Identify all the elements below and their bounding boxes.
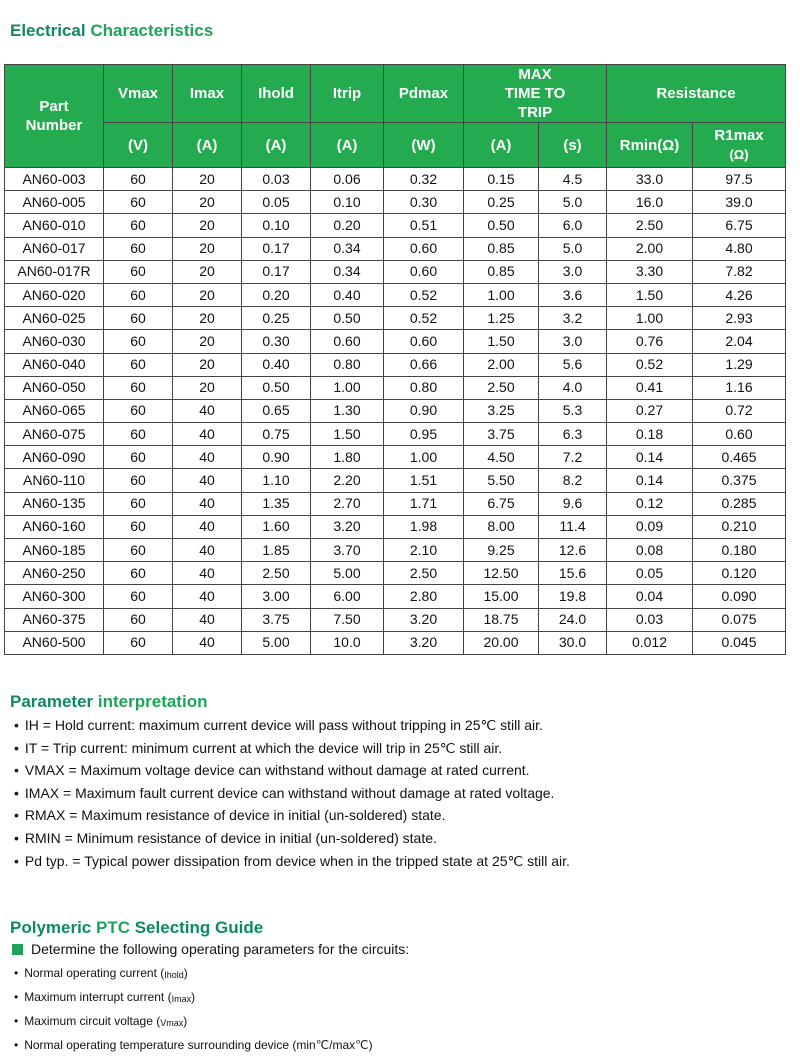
table-cell: 0.210: [693, 515, 786, 538]
list-item: • VMAX = Maximum voltage device can withstand without damage at rated current.: [14, 759, 570, 782]
table-cell: 0.465: [693, 446, 786, 469]
table-cell: 0.90: [242, 446, 311, 469]
table-cell: 0.65: [242, 399, 311, 422]
table-cell: 30.0: [539, 631, 607, 654]
table-cell: 2.04: [693, 330, 786, 353]
section-title-parameter: Parameter interpretation: [10, 692, 208, 711]
header-max-time-to-trip: MAX TIME TO TRIP: [464, 65, 607, 123]
table-cell: AN60-160: [5, 515, 104, 538]
table-cell: 60: [104, 446, 173, 469]
table-row: [5, 237, 786, 260]
table-cell: 2.50: [242, 562, 311, 585]
table-cell: 2.93: [693, 307, 786, 330]
table-row: [5, 492, 786, 515]
table-cell: 1.00: [464, 283, 539, 306]
table-cell: 3.00: [242, 585, 311, 608]
table-cell: 3.0: [539, 260, 607, 283]
table-cell: 1.00: [311, 376, 384, 399]
table-cell: 0.04: [607, 585, 693, 608]
guide-lead: Determine the following operating parameters for the circuits:: [12, 940, 409, 958]
table-cell: 0.66: [384, 353, 464, 376]
table-row: [5, 423, 786, 446]
table-cell: AN60-040: [5, 353, 104, 376]
table-cell: 0.75: [242, 423, 311, 446]
table-cell: 20: [173, 283, 242, 306]
table-cell: 60: [104, 260, 173, 283]
table-cell: 2.70: [311, 492, 384, 515]
table-cell: 0.34: [311, 260, 384, 283]
table-cell: 0.012: [607, 631, 693, 654]
table-cell: 60: [104, 307, 173, 330]
table-row: [5, 330, 786, 353]
table-cell: 0.50: [311, 307, 384, 330]
table-row: [5, 168, 786, 191]
table-cell: 20: [173, 353, 242, 376]
table-cell: 0.25: [242, 307, 311, 330]
table-cell: 3.20: [311, 515, 384, 538]
table-row: [5, 353, 786, 376]
table-cell: 0.14: [607, 469, 693, 492]
table-cell: 20: [173, 307, 242, 330]
unit-ihold: (A): [242, 123, 311, 168]
table-cell: 3.20: [384, 631, 464, 654]
table-cell: 0.120: [693, 562, 786, 585]
table-cell: AN60-250: [5, 562, 104, 585]
table-cell: 39.0: [693, 191, 786, 214]
table-cell: 2.50: [384, 562, 464, 585]
table-body: [5, 168, 786, 655]
table-cell: 4.5: [539, 168, 607, 191]
table-cell: 40: [173, 539, 242, 562]
table-cell: 60: [104, 330, 173, 353]
table-cell: 12.6: [539, 539, 607, 562]
table-cell: 60: [104, 168, 173, 191]
table-cell: AN60-300: [5, 585, 104, 608]
table-cell: 7.2: [539, 446, 607, 469]
parameter-list: [14, 714, 570, 872]
table-cell: 10.0: [311, 631, 384, 654]
table-cell: 2.10: [384, 539, 464, 562]
table-cell: AN60-375: [5, 608, 104, 631]
table-cell: 0.17: [242, 260, 311, 283]
table-cell: 60: [104, 492, 173, 515]
green-square-bullet: [12, 944, 23, 955]
table-cell: 0.18: [607, 423, 693, 446]
list-item: • IH = Hold current: maximum current device will pass without tripping in 25℃ still air.: [14, 714, 570, 737]
table-cell: 60: [104, 562, 173, 585]
list-item: • Maximum interrupt current $(_{Imax})$: [14, 986, 373, 1010]
table-cell: 40: [173, 423, 242, 446]
table-cell: 2.80: [384, 585, 464, 608]
table-cell: 0.180: [693, 539, 786, 562]
header-rmin: Rmin(Ω): [607, 123, 693, 168]
list-item: • Maximum circuit voltage $(_{Vmax})$: [14, 1010, 373, 1034]
unit-pdmax: (W): [384, 123, 464, 168]
table-cell: 3.2: [539, 307, 607, 330]
table-row: [5, 539, 786, 562]
table-cell: 60: [104, 631, 173, 654]
table-cell: 60: [104, 469, 173, 492]
header-pdmax: Pdmax: [384, 65, 464, 123]
table-cell: 2.00: [607, 237, 693, 260]
table-cell: 3.70: [311, 539, 384, 562]
table-row: [5, 260, 786, 283]
table-cell: 0.09: [607, 515, 693, 538]
table-row: [5, 515, 786, 538]
table-cell: 0.17: [242, 237, 311, 260]
table-cell: 0.075: [693, 608, 786, 631]
table-cell: 9.6: [539, 492, 607, 515]
list-item: • IT = Trip current: minimum current at which the device will trip in 25℃ still air.: [14, 737, 570, 760]
table-cell: 40: [173, 446, 242, 469]
table-cell: 1.60: [242, 515, 311, 538]
table-cell: 0.30: [384, 191, 464, 214]
table-cell: 8.00: [464, 515, 539, 538]
table-cell: 60: [104, 191, 173, 214]
table-cell: 0.60: [693, 423, 786, 446]
table-cell: 24.0: [539, 608, 607, 631]
table-cell: 20: [173, 237, 242, 260]
table-cell: AN60-025: [5, 307, 104, 330]
table-cell: 1.00: [607, 307, 693, 330]
table-cell: 0.60: [311, 330, 384, 353]
table-cell: 40: [173, 608, 242, 631]
table-cell: 33.0: [607, 168, 693, 191]
list-item: • Normal operating current $(_{Ihold})$: [14, 962, 373, 986]
table-cell: AN60-003: [5, 168, 104, 191]
table-cell: 0.90: [384, 399, 464, 422]
table-cell: 0.85: [464, 260, 539, 283]
table-cell: 0.80: [311, 353, 384, 376]
table-cell: 3.75: [242, 608, 311, 631]
unit-imax: (A): [173, 123, 242, 168]
table-cell: AN60-017R: [5, 260, 104, 283]
table-row: [5, 399, 786, 422]
table-cell: 0.85: [464, 237, 539, 260]
table-cell: 5.6: [539, 353, 607, 376]
table-cell: 20: [173, 330, 242, 353]
table-cell: 1.30: [311, 399, 384, 422]
table-cell: 40: [173, 492, 242, 515]
table-cell: 16.0: [607, 191, 693, 214]
table-cell: 0.10: [311, 191, 384, 214]
table-cell: 1.51: [384, 469, 464, 492]
table-row: [5, 631, 786, 654]
table-cell: 0.72: [693, 399, 786, 422]
table-cell: 1.16: [693, 376, 786, 399]
table-cell: 3.6: [539, 283, 607, 306]
list-item: • Normal operating temperature surrounding device (min℃/max℃): [14, 1034, 373, 1057]
table-cell: AN60-017: [5, 237, 104, 260]
table-cell: 20: [173, 260, 242, 283]
table-cell: 0.41: [607, 376, 693, 399]
table-cell: 1.71: [384, 492, 464, 515]
guide-list: [14, 962, 373, 1057]
table-cell: 1.25: [464, 307, 539, 330]
table-row: [5, 307, 786, 330]
table-cell: 0.03: [242, 168, 311, 191]
section-title-electrical: Electrical Characteristics: [10, 21, 214, 40]
table-cell: 3.20: [384, 608, 464, 631]
table-cell: AN60-010: [5, 214, 104, 237]
header-r1max: R1max (Ω): [693, 123, 786, 168]
table-cell: 0.50: [464, 214, 539, 237]
table-cell: 20: [173, 168, 242, 191]
table-cell: 0.76: [607, 330, 693, 353]
table-cell: 0.52: [384, 283, 464, 306]
table-cell: 0.80: [384, 376, 464, 399]
table-cell: 2.50: [607, 214, 693, 237]
table-cell: 12.50: [464, 562, 539, 585]
table-cell: 0.30: [242, 330, 311, 353]
table-cell: 1.10: [242, 469, 311, 492]
table-cell: AN60-500: [5, 631, 104, 654]
table-row: [5, 608, 786, 631]
table-cell: 1.50: [311, 423, 384, 446]
table-cell: 5.0: [539, 191, 607, 214]
list-item: • Pd typ. = Typical power dissipation from device when in the tripped state at 25℃ still air.: [14, 850, 570, 873]
table-cell: 5.50: [464, 469, 539, 492]
table-cell: AN60-020: [5, 283, 104, 306]
table-cell: 3.25: [464, 399, 539, 422]
table-cell: 60: [104, 399, 173, 422]
table-cell: 11.4: [539, 515, 607, 538]
table-cell: 15.6: [539, 562, 607, 585]
table-cell: 60: [104, 376, 173, 399]
table-cell: 60: [104, 585, 173, 608]
table-cell: 0.20: [311, 214, 384, 237]
header-resistance: Resistance: [607, 65, 786, 123]
table-cell: 3.0: [539, 330, 607, 353]
table-cell: 0.05: [607, 562, 693, 585]
header-itrip: Itrip: [311, 65, 384, 123]
table-row: [5, 585, 786, 608]
table-cell: 60: [104, 539, 173, 562]
table-cell: 19.8: [539, 585, 607, 608]
table-cell: 1.35: [242, 492, 311, 515]
table-cell: AN60-050: [5, 376, 104, 399]
table-cell: 60: [104, 608, 173, 631]
table-cell: 6.75: [464, 492, 539, 515]
table-row: [5, 214, 786, 237]
table-cell: 8.2: [539, 469, 607, 492]
list-item: • IMAX = Maximum fault current device can withstand without damage at rated voltage.: [14, 782, 570, 805]
table-cell: 4.50: [464, 446, 539, 469]
table-cell: 18.75: [464, 608, 539, 631]
table-cell: 7.50: [311, 608, 384, 631]
table-cell: 40: [173, 469, 242, 492]
table-cell: 0.60: [384, 260, 464, 283]
table-cell: 20: [173, 376, 242, 399]
table-cell: 0.12: [607, 492, 693, 515]
table-cell: 20.00: [464, 631, 539, 654]
table-row: [5, 376, 786, 399]
table-cell: AN60-065: [5, 399, 104, 422]
table-row: [5, 562, 786, 585]
table-cell: 0.60: [384, 330, 464, 353]
header-imax: Imax: [173, 65, 242, 123]
table-cell: 60: [104, 353, 173, 376]
table-cell: 40: [173, 399, 242, 422]
unit-vmax: (V): [104, 123, 173, 168]
table-cell: 6.3: [539, 423, 607, 446]
table-cell: 2.20: [311, 469, 384, 492]
table-cell: 5.00: [311, 562, 384, 585]
table-cell: 2.50: [464, 376, 539, 399]
table-cell: 0.20: [242, 283, 311, 306]
table-cell: 1.80: [311, 446, 384, 469]
table-cell: 0.14: [607, 446, 693, 469]
table-cell: 0.27: [607, 399, 693, 422]
table-cell: AN60-110: [5, 469, 104, 492]
electrical-characteristics-table: [4, 64, 786, 655]
table-cell: 0.40: [242, 353, 311, 376]
table-cell: 7.82: [693, 260, 786, 283]
table-cell: 1.50: [607, 283, 693, 306]
table-cell: 5.3: [539, 399, 607, 422]
table-cell: AN60-030: [5, 330, 104, 353]
table-cell: 0.045: [693, 631, 786, 654]
list-item: • RMIN = Minimum resistance of device in initial (un-soldered) state.: [14, 827, 570, 850]
table-row: [5, 283, 786, 306]
table-cell: 60: [104, 237, 173, 260]
table-cell: 1.50: [464, 330, 539, 353]
table-cell: 40: [173, 585, 242, 608]
table-cell: 6.75: [693, 214, 786, 237]
table-cell: 15.00: [464, 585, 539, 608]
table-cell: AN60-005: [5, 191, 104, 214]
table-cell: 3.75: [464, 423, 539, 446]
table-cell: 0.10: [242, 214, 311, 237]
table-cell: 0.090: [693, 585, 786, 608]
table-cell: AN60-135: [5, 492, 104, 515]
table-cell: 0.40: [311, 283, 384, 306]
table-cell: 0.25: [464, 191, 539, 214]
table-cell: 1.00: [384, 446, 464, 469]
table-row: [5, 191, 786, 214]
header-vmax: Vmax: [104, 65, 173, 123]
list-item: • RMAX = Maximum resistance of device in initial (un-soldered) state.: [14, 804, 570, 827]
table-cell: 4.26: [693, 283, 786, 306]
table-row: [5, 446, 786, 469]
table-cell: 5.0: [539, 237, 607, 260]
table-cell: 6.0: [539, 214, 607, 237]
table-cell: 97.5: [693, 168, 786, 191]
table-cell: 20: [173, 191, 242, 214]
unit-itrip: (A): [311, 123, 384, 168]
table-cell: 2.00: [464, 353, 539, 376]
table-cell: 0.06: [311, 168, 384, 191]
table-cell: 0.15: [464, 168, 539, 191]
table-cell: 0.08: [607, 539, 693, 562]
table-row: [5, 469, 786, 492]
table-cell: AN60-090: [5, 446, 104, 469]
table-cell: 0.51: [384, 214, 464, 237]
table-cell: AN60-185: [5, 539, 104, 562]
table-cell: 6.00: [311, 585, 384, 608]
table-cell: 9.25: [464, 539, 539, 562]
table-cell: 3.30: [607, 260, 693, 283]
table-cell: 5.00: [242, 631, 311, 654]
table-cell: 1.98: [384, 515, 464, 538]
table-cell: 0.285: [693, 492, 786, 515]
table-cell: 0.03: [607, 608, 693, 631]
section-title-selecting-guide: Polymeric PTC Selecting Guide: [10, 918, 264, 937]
table-cell: 60: [104, 214, 173, 237]
table-cell: 4.0: [539, 376, 607, 399]
table-cell: 0.95: [384, 423, 464, 446]
table-cell: 40: [173, 631, 242, 654]
table-cell: 0.60: [384, 237, 464, 260]
table-cell: 0.52: [607, 353, 693, 376]
table-cell: 40: [173, 515, 242, 538]
table-cell: 0.32: [384, 168, 464, 191]
table-cell: 1.85: [242, 539, 311, 562]
table-cell: 0.05: [242, 191, 311, 214]
table-cell: 60: [104, 423, 173, 446]
unit-trip-time: (s): [539, 123, 607, 168]
table-cell: 0.375: [693, 469, 786, 492]
table-cell: 4.80: [693, 237, 786, 260]
header-part-number: Part Number: [5, 65, 104, 168]
unit-trip-current: (A): [464, 123, 539, 168]
table-cell: 0.50: [242, 376, 311, 399]
header-ihold: Ihold: [242, 65, 311, 123]
table-cell: 40: [173, 562, 242, 585]
table-cell: 0.34: [311, 237, 384, 260]
table-cell: 0.52: [384, 307, 464, 330]
table-cell: 60: [104, 283, 173, 306]
table-cell: 1.29: [693, 353, 786, 376]
table-cell: AN60-075: [5, 423, 104, 446]
table-cell: 20: [173, 214, 242, 237]
table-cell: 60: [104, 515, 173, 538]
